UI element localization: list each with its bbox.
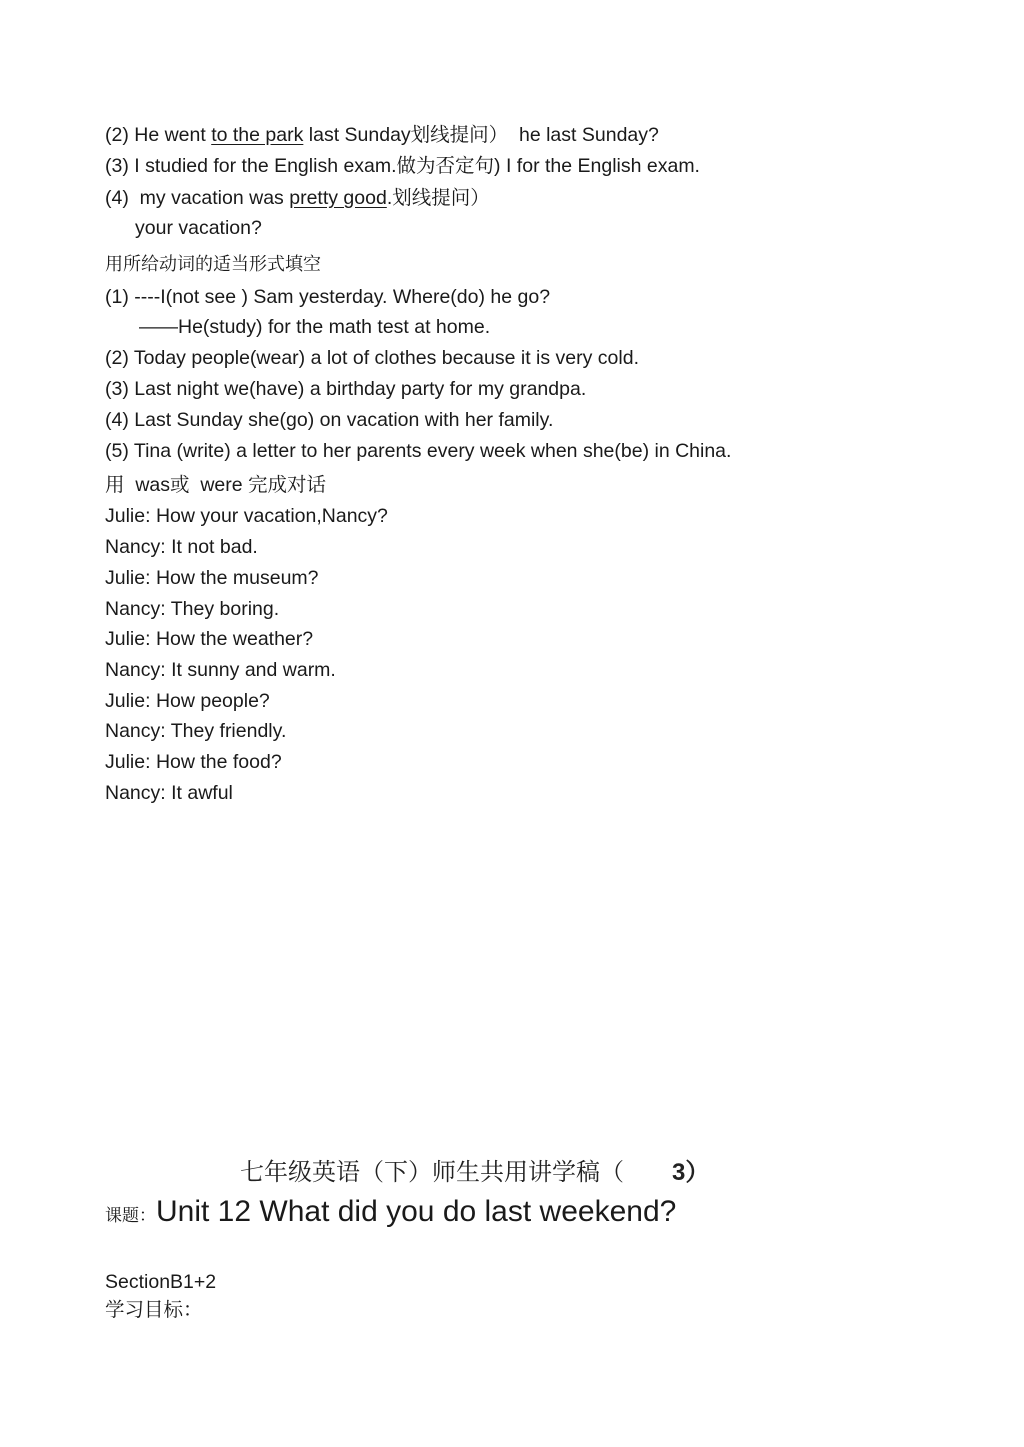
dialogue-line: Julie: How your vacation,Nancy? [105,505,388,527]
fill-verbs-item: (1) ----I(not see ) Sam yesterday. Where(do) he go? [105,286,551,308]
dialogue-line: Nancy: It awful [105,782,233,804]
rewrite-q2-post: last Sunday划线提问） he last Sunday? [303,124,659,146]
rewrite-q4-underlined: pretty good [289,187,387,209]
dialogue-line: Nancy: It not bad. [105,536,258,558]
dialogue-line: Julie: How the museum? [105,567,319,589]
fill-verbs-heading: 用所给动词的适当形式填空 [105,254,321,275]
fill-verbs-item: (5) Tina (write) a letter to her parents every week when she(be) in China. [105,440,732,462]
dialogue-line: Nancy: They friendly. [105,720,287,742]
dialogue-line: Nancy: They boring. [105,598,280,620]
fill-verbs-item: ——He(study) for the math test at home. [139,316,491,338]
lesson-number: 3） [672,1159,710,1186]
rewrite-q2-pre: (2) He went [105,124,212,146]
rewrite-q4-pre: (4) my vacation was [105,187,290,209]
fill-verbs-item: (3) Last night we(have) a birthday party for my grandpa. [105,378,587,400]
dialogue-heading: 用 was或 were 完成对话 [105,474,327,496]
dialogue-line: Julie: How the food? [105,751,282,773]
rewrite-q4-answer: your vacation? [135,217,262,239]
rewrite-q4 [105,186,490,210]
dialogue-line: Nancy: It sunny and warm. [105,659,336,681]
dialogue-line: Julie: How the weather? [105,628,314,650]
rewrite-q4-post: .划线提问） [386,187,490,209]
topic-label: 课题： [105,1206,156,1226]
topic-text: Unit 12 What did you do last weekend? [156,1195,677,1228]
section-label: SectionB1+2 [105,1271,217,1293]
rewrite-q3: (3) I studied for the English exam.做为否定句) I for the English exam. [105,155,700,177]
learning-goals-label: 学习目标： [105,1298,203,1321]
lesson-title [240,1156,709,1189]
fill-verbs-item: (4) Last Sunday she(go) on vacation with her family. [105,409,554,431]
rewrite-q2-underlined: to the park [211,124,304,146]
rewrite-q2 [105,123,659,147]
lesson-title-text: 七年级英语（下）师生共用讲学稿（ [240,1158,624,1186]
lesson-topic [105,1192,676,1237]
fill-verbs-item: (2) Today people(wear) a lot of clothes because it is very cold. [105,347,639,369]
dialogue-line: Julie: How people? [105,690,270,712]
